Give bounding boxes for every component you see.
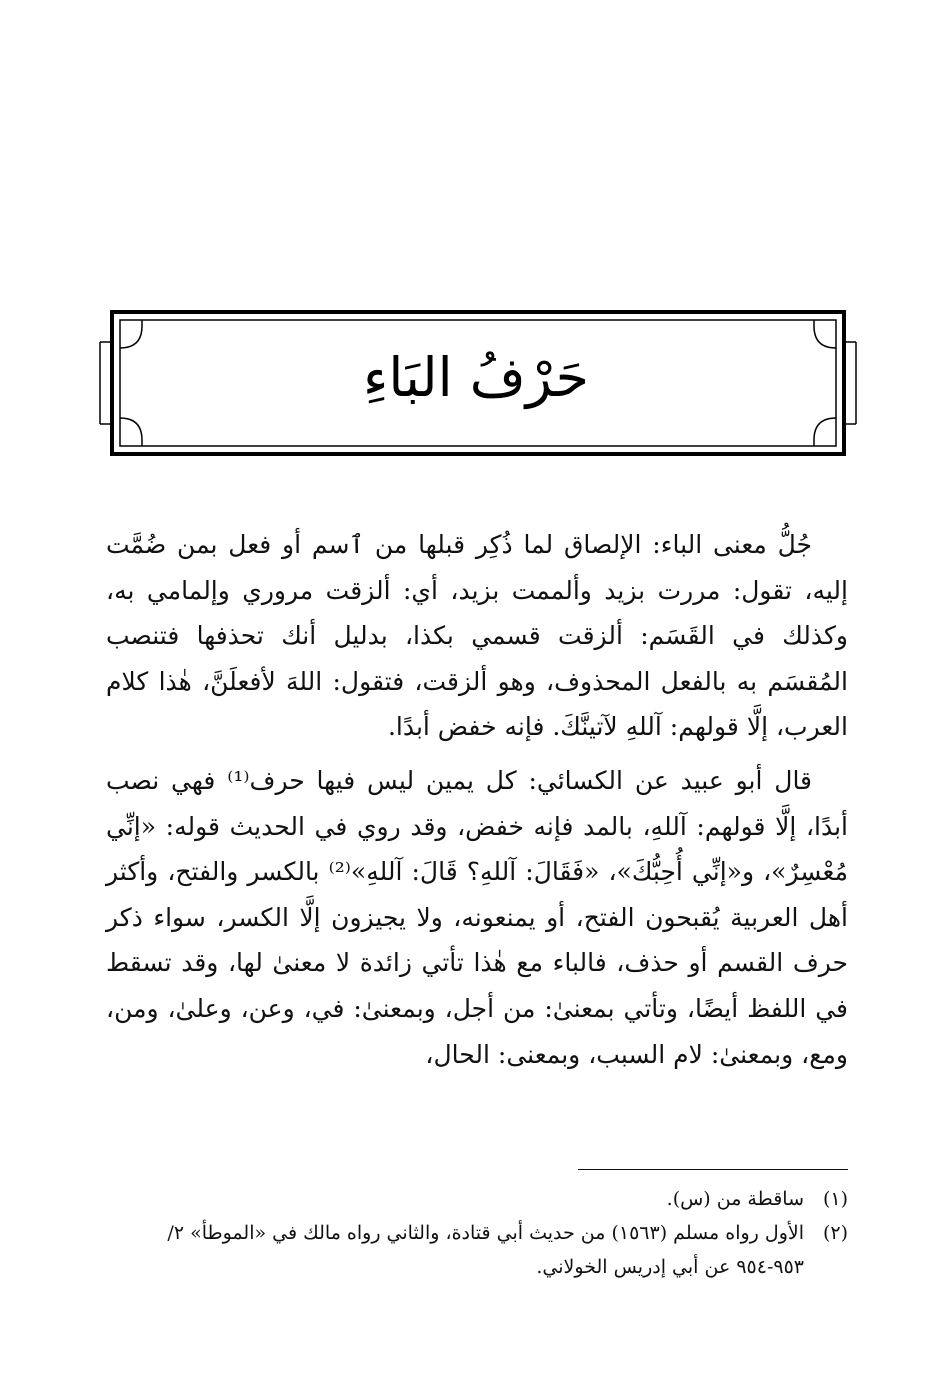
chapter-title: حَرْفُ البَاءِ — [363, 346, 589, 409]
footnote-text: الأول رواه مسلم (١٥٦٣) من حديث أبي قتادة، والثاني رواه مالك في «الموطأ» ٢/ ٩٥٣-٩٥٤ عن أبي إدريس الخولاني. — [167, 1222, 804, 1278]
paragraph: قال أبو عبيد عن الكسائي: كل يمين ليس فيها حرف⁽¹⁾ فهي نصب أبدًا، إلَّا قولهم: آللهِ، بالمد فإنه خفض، وقد روي في الحديث قوله: «إنِّي مُعْسِرٌ»، و«إنِّي أُحِبُّكَ»، «فَقَالَ: آللهِ؟ قَالَ: آللهِ»⁽²⁾ بالكسر والفتح، وأكثر أهل العربية يُقبحون الفتح، أو يمنعونه، ولا يجيزون إلَّا الكسر، سواء ذكر حرف القسم أو حذف، فالباء مع هٰذا تأتي زائدة لا معنىٰ لها، وقد تسقط في اللفظ أيضًا، وتأتي بمعنىٰ: من أجل، وبمعنىٰ: في، وعن، وعلىٰ، ومن، ومع، وبمعنىٰ: لام السبب، وبمعنى: الحال، — [106, 765, 848, 1069]
footnote-divider — [578, 1169, 848, 1170]
footnote-text: ساقطة من (س). — [666, 1188, 804, 1210]
footnote — [106, 1216, 848, 1284]
footnote-number: (٢) — [822, 1222, 848, 1244]
footnotes — [106, 1182, 848, 1284]
footnote — [106, 1182, 848, 1216]
footnote-number: (١) — [822, 1188, 848, 1210]
body-text — [106, 522, 848, 1077]
paragraph: جُلُّ معنى الباء: الإلصاق لما ذُكِر قبلها من ٱسم أو فعل بمن ضُمَّت إليه، تقول: مررت بزيد وألممت بزيد، أي: ألزقت مروري وإلمامي به، وكذلك في القَسَم: ألزقت قسمي بكذا، بدليل أنك تحذفها فتنصب المُقسَم به بالفعل المحذوف، وهو ألزقت، فتقول: اللهَ لأفعلَنَّ، هٰذا كلام العرب، إلَّا قولهم: آللهِ لآتينَّكَ. فإنه خفض أبدًا. — [106, 530, 848, 742]
